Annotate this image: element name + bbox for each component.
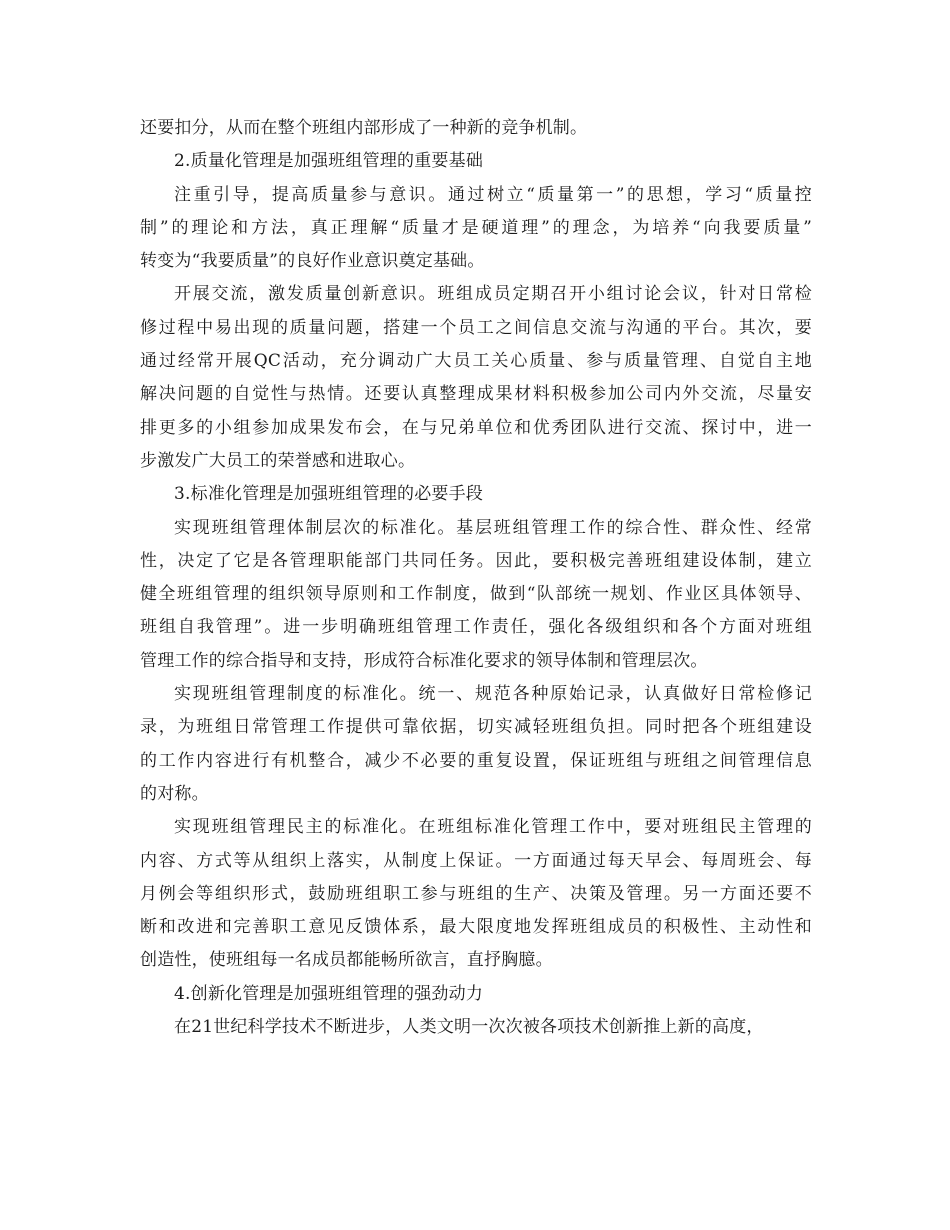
paragraph (140, 179, 812, 279)
paragraph-line: 断和改进和完善职工意见反馈体系，最大限度地发挥班组成员的积极性、主动性和 (140, 917, 812, 938)
paragraph-line: 在21世纪科学技术不断进步，人类文明一次次被各项技术创新推上新的高度， (174, 1017, 764, 1038)
paragraph-line: 排更多的小组参加成果发布会，在与兄弟单位和优秀团队进行交流、探讨中，进一 (140, 417, 812, 438)
paragraph-line: 4.创新化管理是加强班组管理的强劲动力 (174, 983, 484, 1004)
paragraph-line: 2.质量化管理是加强班组管理的重要基础 (174, 151, 484, 172)
paragraph-line: 还要扣分，从而在整个班组内部形成了一种新的竞争机制。 (140, 118, 588, 138)
paragraph-line: 3.标准化管理是加强班组管理的必要手段 (174, 484, 484, 505)
paragraph (140, 811, 812, 977)
paragraph-line: 注重引导，提高质量参与意识。通过树立“质量第一”的思想，学习“质量控 (174, 184, 812, 205)
paragraph-line: 实现班组管理民主的标准化。在班组标准化管理工作中，要对班组民主管理的 (174, 817, 812, 838)
paragraph-line: 修过程中易出现的质量问题，搭建一个员工之间信息交流与沟通的平台。其次，要 (140, 317, 812, 338)
paragraph (140, 112, 812, 145)
paragraph-line: 的对称。 (140, 783, 209, 804)
paragraph (140, 1011, 812, 1044)
paragraph-line: 实现班组管理体制层次的标准化。基层班组管理工作的综合性、群众性、经常 (174, 517, 812, 538)
paragraph (140, 145, 812, 178)
paragraph-line: 月例会等组织形式，鼓励班组职工参与班组的生产、决策及管理。另一方面还要不 (140, 883, 812, 904)
paragraph (140, 978, 812, 1011)
paragraph-line: 录，为班组日常管理工作提供可靠依据，切实减轻班组负担。同时把各个班组建设 (140, 717, 812, 738)
paragraph-line: 实现班组管理制度的标准化。统一、规范各种原始记录，认真做好日常检修记 (174, 684, 812, 705)
paragraph-line: 通过经常开展QC活动，充分调动广大员工关心质量、参与质量管理、自觉自主地 (140, 351, 812, 372)
paragraph-line: 开展交流，激发质量创新意识。班组成员定期召开小组讨论会议，针对日常检 (174, 284, 812, 305)
paragraph (140, 278, 812, 478)
paragraph-line: 内容、方式等从组织上落实，从制度上保证。一方面通过每天早会、每周班会、每 (140, 850, 812, 871)
paragraph-line: 的工作内容进行有机整合，减少不必要的重复设置，保证班组与班组之间管理信息 (140, 750, 812, 771)
paragraph-line: 解决问题的自觉性与热情。还要认真整理成果材料积极参加公司内外交流，尽量安 (140, 384, 812, 405)
paragraph (140, 478, 812, 511)
paragraph-line: 健全班组管理的组织领导原则和工作制度，做到“队部统一规划、作业区具体领导、 (140, 584, 812, 605)
paragraph-line: 转变为“我要质量”的良好作业意识奠定基础。 (140, 251, 485, 272)
paragraph-line: 步激发广大员工的荣誉感和进取心。 (140, 450, 416, 471)
paragraph-line: 制”的理论和方法，真正理解“质量才是硬道理”的理念，为培养“向我要质量” (140, 217, 812, 238)
paragraph (140, 678, 812, 811)
document-body (140, 112, 812, 1044)
paragraph-line: 班组自我管理”。进一步明确班组管理工作责任，强化各级组织和各个方面对班组 (140, 617, 812, 638)
paragraph-line: 管理工作的综合指导和支持，形成符合标准化要求的领导体制和管理层次。 (140, 650, 708, 671)
paragraph-line: 性，决定了它是各管理职能部门共同任务。因此，要积极完善班组建设体制，建立 (140, 550, 812, 571)
paragraph-line: 创造性，使班组每一名成员都能畅所欲言，直抒胸臆。 (140, 950, 553, 971)
paragraph (140, 512, 812, 678)
